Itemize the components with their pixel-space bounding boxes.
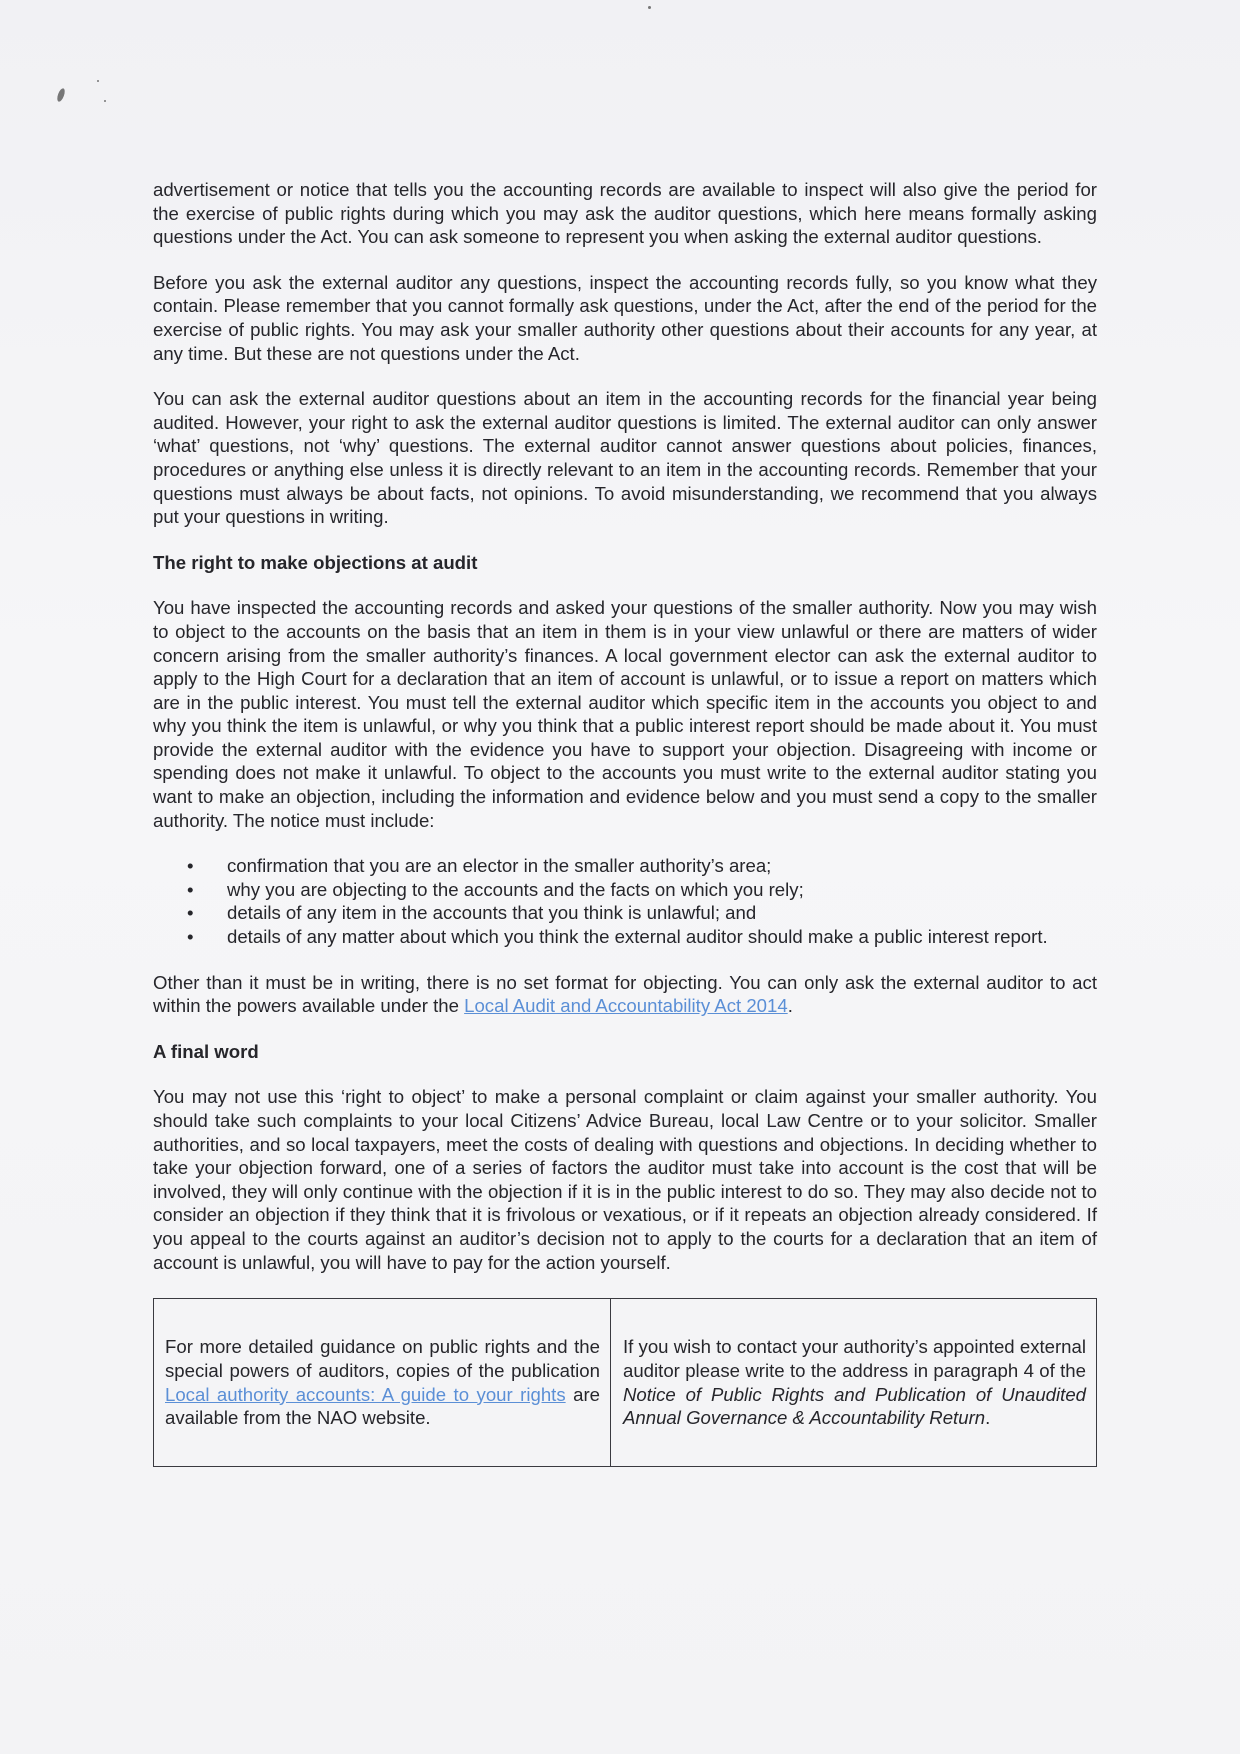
auditor-contact-text bbox=[623, 1335, 1086, 1429]
heading-final-word: A final word bbox=[153, 1040, 259, 1062]
act-2014-link[interactable]: Local Audit and Accountability Act 2014 bbox=[464, 995, 788, 1017]
list-item: • details of any item in the accounts that you think is unlawful; and bbox=[227, 901, 1085, 925]
info-boxes-table bbox=[153, 1298, 1097, 1467]
scan-speck bbox=[648, 6, 651, 9]
guidance-box bbox=[154, 1299, 611, 1466]
auditor-contact-end: . bbox=[985, 1407, 991, 1429]
notice-requirements-list bbox=[153, 854, 1097, 948]
list-item: • confirmation that you are an elector in the smaller authority’s area; bbox=[227, 854, 1085, 878]
objection-format-text: Other than it must be in writing, there is no set format for objecting. You can only ask the external auditor to act within the powers available under the bbox=[153, 971, 1097, 1017]
guidance-text-end: are available from the NAO website. bbox=[165, 1383, 600, 1429]
heading-right-to-object: The right to make objections at audit bbox=[153, 551, 478, 573]
scan-speck bbox=[56, 87, 66, 102]
paragraph-objection-format bbox=[153, 971, 1097, 1018]
document-body bbox=[153, 178, 1097, 1467]
paragraph-public-rights-period: advertisement or notice that tells you the accounting records are available to inspect will also give the period for the exercise of public rights during which you may ask the auditor questions, which here means formally asking questions under the Act. You can ask someone to represent you when asking the external auditor questions. bbox=[153, 179, 1097, 248]
list-item: • why you are objecting to the accounts and the facts on which you rely; bbox=[227, 878, 1085, 902]
notice-title: Notice of Public Rights and Publication of Unaudited Annual Governance & Accountability Return bbox=[623, 1383, 1086, 1429]
paragraph-final-word: You may not use this ‘right to object’ to make a personal complaint or claim against your smaller authority. You should take such complaints to your local Citizens’ Advice Bureau, local Law Centre or to your solicitor. Smaller authorities, and so local taxpayers, meet the costs of dealing with questions and objections. In deciding whether to take your objection forward, one of a series of factors the auditor must take into account is the cost that will be involved, they will only continue with the objection if it is in the public interest to do so. They may also decide not to consider an objection if they think that it is frivolous or vexatious, or if it repeats an objection already considered. If you appeal to the courts against an auditor’s decision not to apply to the courts for a declaration that an item of account is unlawful, you will have to pay for the action yourself. bbox=[153, 1086, 1097, 1273]
objection-format-end: . bbox=[787, 995, 793, 1017]
scan-speck bbox=[104, 100, 106, 102]
paragraph-questions-limited: You can ask the external auditor questions about an item in the accounting records for the financial year being audited. However, your right to ask the external auditor questions is limited. The external auditor can only answer ‘what’ questions, not ‘why’ questions. The external auditor cannot answer questions about policies, finances, procedures or anything else unless it is directly relevant to an item in the accounting records. Remember that your questions must always be about facts, not opinions. To avoid misunderstanding, we recommend that you always put your questions in writing. bbox=[153, 388, 1097, 528]
guidance-text bbox=[165, 1335, 600, 1429]
paragraph-inspect-first: Before you ask the external auditor any questions, inspect the accounting records fully, so you know what they contain. Please remember that you cannot formally ask questions, under the Act, after the end of the period for the exercise of public rights. You may ask your smaller authority other questions about their accounts for any year, at any time. But these are not questions under the Act. bbox=[153, 271, 1097, 364]
paragraph-objections: You have inspected the accounting records and asked your questions of the smaller authority. Now you may wish to object to the accounts on the basis that an item in them is in your view unlawful or there are matters of wider concern arising from the smaller authority’s finances. A local government elector can ask the external auditor to apply to the High Court for a declaration that an item of account is unlawful, or to issue a report on matters which are in the public interest. You must tell the external auditor which specific item in the accounts you object to and why you think the item is unlawful, or why you think that a public interest report should be made about it. You must provide the external auditor with the evidence you have to support your objection. Disagreeing with income or spending does not make it unlawful. To object to the accounts you must write to the external auditor stating you want to make an objection, including the information and evidence below and you must send a copy to the smaller authority. The notice must include: bbox=[153, 597, 1097, 831]
list-item: • details of any matter about which you think the external auditor should make a public interest report. bbox=[227, 925, 1085, 949]
guide-to-rights-link[interactable]: Local authority accounts: A guide to your rights bbox=[165, 1383, 566, 1405]
guidance-text-start: For more detailed guidance on public rights and the special powers of auditors, copies of the publication bbox=[165, 1336, 600, 1382]
scan-speck bbox=[97, 80, 99, 82]
auditor-contact-box bbox=[611, 1299, 1096, 1466]
auditor-contact-start: If you wish to contact your authority’s appointed external auditor please write to the address in paragraph 4 of the bbox=[623, 1336, 1086, 1382]
